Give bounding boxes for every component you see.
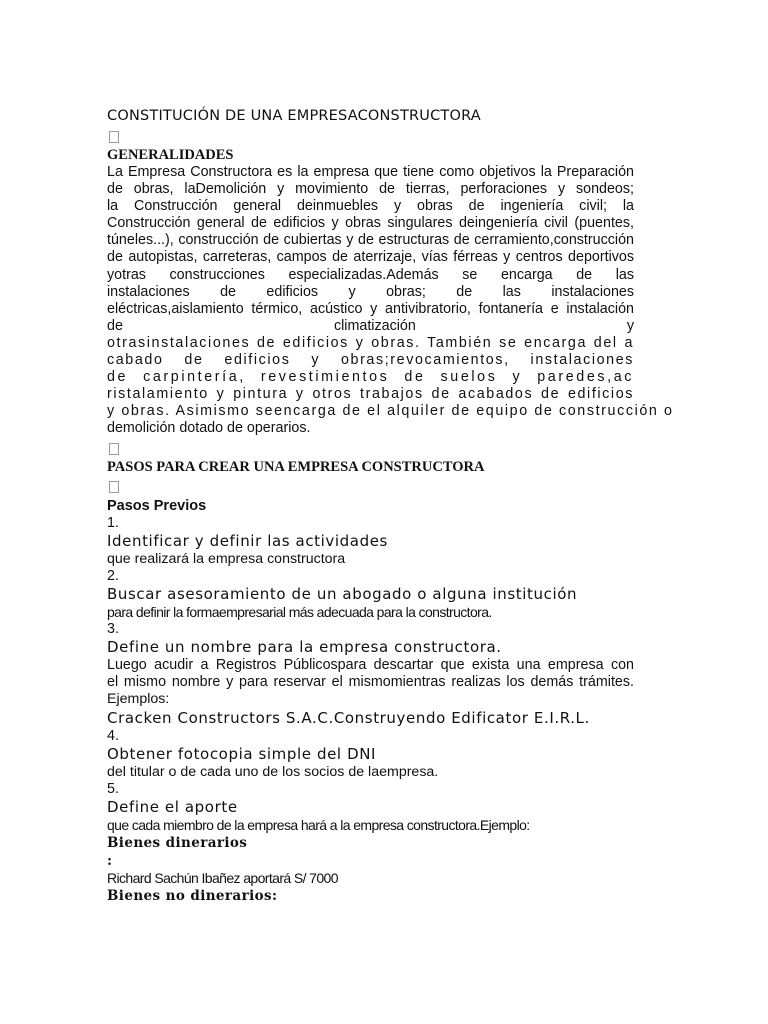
step-title: Define un nombre para la empresa constructora. [107,637,502,656]
paragraph-line: yotras construcciones especializadas.Además se encarga de las [107,266,634,283]
paragraph-line: otrasinstalaciones de edificios y obras. También se encarga del a [107,334,634,351]
aporte-text: Richard Sachún Ibañez aportará S/ 7000 [107,869,338,886]
section-heading-generalidades: GENERALIDADES [107,147,234,163]
paragraph-line: demolición dotado de operarios. [107,420,311,437]
paragraph-line: el mismo nombre y para reservar el mismomientras realizas los demás trámites. [107,673,634,690]
step-title: Define el aporte [107,797,238,816]
paragraph-line: la Construcción general deinmuebles y obras de ingeniería civil; la [107,198,634,215]
missing-glyph-icon [109,131,119,143]
paragraph-line: cabado de edificios y obras;revocamientos, instalaciones [107,352,634,369]
generalidades-paragraph [107,164,674,438]
examples-text: Cracken Constructors S.A.C.Construyendo Edificator E.I.R.L. [107,708,590,727]
step-text: que cada miembro de la empresa hará a la empresa constructora.Ejemplo: [107,816,530,833]
bienes-no-dinerarios-heading: Bienes no dinerarios: [107,887,278,904]
paragraph-line: Construcción general de edificios y obras singulares deingeniería civil (puentes, [107,215,634,232]
paragraph-line: de obras, laDemolición y movimiento de tierras, perforaciones y sondeos; [107,181,634,198]
paragraph-line: La Empresa Constructora es la empresa que tiene como objetivos la Preparación [107,164,634,180]
step-number: 5. [107,780,119,797]
paragraph-line: instalaciones de edificios y obras; de las instalaciones [107,283,634,300]
paragraph-line: de carpintería, revestimientos de suelos y paredes,ac [107,369,634,386]
document-body [107,106,674,905]
paragraph-line: túneles...), construcción de cubiertas y de estructuras de cerramiento,construcción [107,232,634,249]
paragraph-line: de climatización y [107,317,634,334]
step-title: Identificar y definir las actividades [107,531,388,550]
paragraph-line: Luego acudir a Registros Públicospara descartar que exista una empresa con [107,656,634,673]
section-heading-pasos: PASOS PARA CREAR UNA EMPRESA CONSTRUCTORA [107,458,485,475]
step-text: que realizará la empresa constructora [107,550,346,567]
missing-glyph-icon [109,443,119,455]
subheading-pasos-previos: Pasos Previos [107,497,207,514]
missing-glyph-icon [109,481,119,493]
paragraph-line: y obras. Asimismo seencarga de el alquiler de equipo de construcción o [107,403,674,420]
document-title: CONSTITUCIÓN DE UNA EMPRESACONSTRUCTORA [107,108,481,124]
paragraph-line: ristalamiento y pintura y otros trabajos de acabados de edificios [107,386,634,403]
step-title: Buscar asesoramiento de un abogado o alguna institución [107,584,578,603]
step-text [107,657,634,691]
step-number: 3. [107,620,119,637]
step-title: Obtener fotocopia simple del DNI [107,744,377,763]
colon-mark: : [107,852,113,869]
step-text: del titular o de cada uno de los socios de laempresa. [107,763,439,780]
step-number: 2. [107,567,119,584]
step-number: 4. [107,727,119,744]
paragraph-line: de autopistas, carreteras, campos de aterrizaje, vías férreas y centros deportivos [107,249,634,266]
ejemplos-label: Ejemplos: [107,690,170,707]
step-number: 1. [107,514,119,531]
bienes-dinerarios-heading: Bienes dinerarios [107,834,248,851]
step-text: para definir la formaempresarial más adecuada para la constructora. [107,603,492,620]
paragraph-line: eléctricas,aislamiento térmico, acústico y antivibratorio, fontanería e instalación [107,300,634,317]
